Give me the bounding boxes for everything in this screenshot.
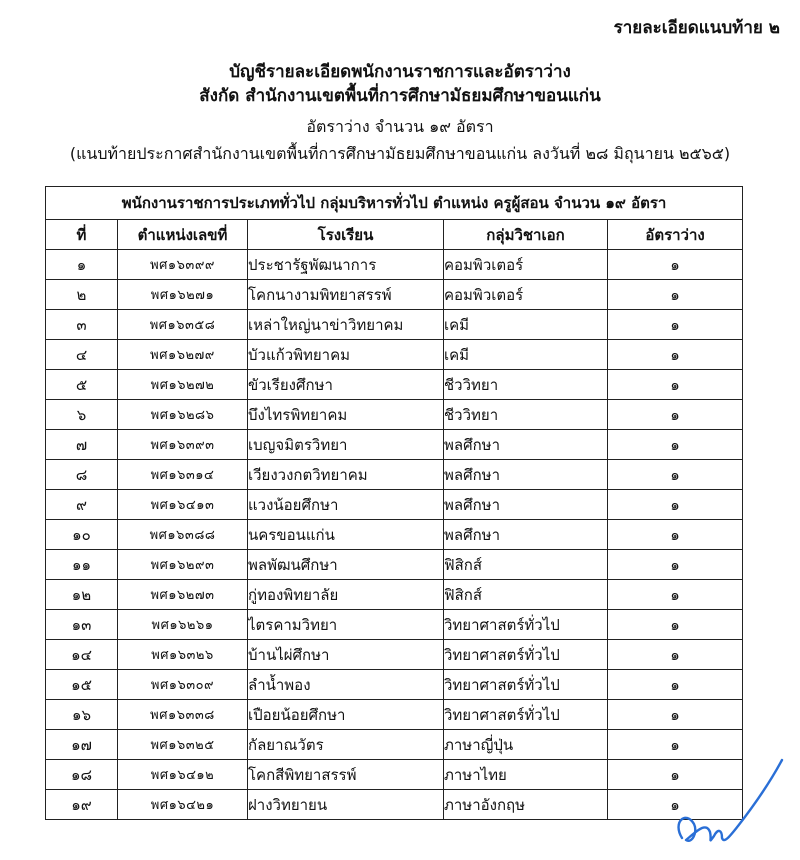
table-row — [46, 610, 743, 640]
school-name: กัลยาณวัตร — [248, 730, 444, 760]
row-number: ๗ — [46, 430, 118, 460]
position-number: พศ๑๖๒๗๒ — [118, 370, 248, 400]
subject-group: เคมี — [444, 340, 608, 370]
school-name: โคกสีพิทยาสรรพ์ — [248, 760, 444, 790]
row-number: ๖ — [46, 400, 118, 430]
position-number: พศ๑๖๒๗๑ — [118, 280, 248, 310]
table-row — [46, 700, 743, 730]
table-row — [46, 670, 743, 700]
table-row — [46, 400, 743, 430]
vacancy-total: อัตราว่าง จำนวน ๑๙ อัตรา — [306, 117, 494, 136]
table-row — [46, 760, 743, 790]
school-name: ไตรคามวิทยา — [248, 610, 444, 640]
school-name: บึงไทรพิทยาคม — [248, 400, 444, 430]
position-number: พศ๑๖๓๕๘ — [118, 310, 248, 340]
table-row — [46, 460, 743, 490]
vacancy-count: ๑ — [608, 370, 743, 400]
table-row — [46, 790, 743, 820]
vacancy-count: ๑ — [608, 280, 743, 310]
document-header — [0, 60, 800, 166]
row-number: ๙ — [46, 490, 118, 520]
position-number: พศ๑๖๒๖๑ — [118, 610, 248, 640]
subject-group: ชีววิทยา — [444, 370, 608, 400]
table-row — [46, 250, 743, 280]
row-number: ๕ — [46, 370, 118, 400]
subject-group: วิทยาศาสตร์ทั่วไป — [444, 670, 608, 700]
position-number: พศ๑๖๔๑๒ — [118, 760, 248, 790]
school-name: บ้านไผ่ศึกษา — [248, 640, 444, 670]
row-number: ๑๐ — [46, 520, 118, 550]
position-number: พศ๑๖๒๙๓ — [118, 550, 248, 580]
position-number: พศ๑๖๓๒๕ — [118, 730, 248, 760]
subject-group: ภาษาไทย — [444, 760, 608, 790]
subject-group: คอมพิวเตอร์ — [444, 250, 608, 280]
subject-group: พลศึกษา — [444, 430, 608, 460]
table-caption: พนักงานราชการประเภททั่วไป กลุ่มบริหารทั่วไป ตำแหน่ง ครูผู้สอน จำนวน ๑๙ อัตรา — [46, 187, 743, 220]
vacancy-count: ๑ — [608, 760, 743, 790]
position-number: พศ๑๖๒๗๓ — [118, 580, 248, 610]
school-name: เบญจมิตรวิทยา — [248, 430, 444, 460]
position-number: พศ๑๖๔๒๑ — [118, 790, 248, 820]
vacancy-count: ๑ — [608, 580, 743, 610]
attachment-reference: รายละเอียดแนบท้าย ๒ — [613, 18, 780, 38]
school-name: เปือยน้อยศึกษา — [248, 700, 444, 730]
subject-group: คอมพิวเตอร์ — [444, 280, 608, 310]
vacancy-count: ๑ — [608, 490, 743, 520]
table-row — [46, 310, 743, 340]
school-name: แวงน้อยศึกษา — [248, 490, 444, 520]
position-number: พศ๑๖๓๘๘ — [118, 520, 248, 550]
school-name: ลำน้ำพอง — [248, 670, 444, 700]
school-name: พลพัฒนศึกษา — [248, 550, 444, 580]
vacancy-count: ๑ — [608, 790, 743, 820]
table-row — [46, 280, 743, 310]
row-number: ๑๒ — [46, 580, 118, 610]
table-header-row — [46, 220, 743, 250]
subject-group: เคมี — [444, 310, 608, 340]
signature-mark — [668, 752, 788, 852]
school-name: เวียงวงกตวิทยาคม — [248, 460, 444, 490]
annex-note: (แนบท้ายประกาศสำนักงานเขตพื้นที่การศึกษามัธยมศึกษาขอนแก่น ลงวันที่ ๒๘ มิถุนายน ๒๕๖๕) — [69, 144, 731, 163]
school-name: ประชารัฐพัฒนาการ — [248, 250, 444, 280]
row-number: ๑๗ — [46, 730, 118, 760]
vacancy-count: ๑ — [608, 340, 743, 370]
position-number: พศ๑๖๓๙๙ — [118, 250, 248, 280]
school-name: กู่ทองพิทยาลัย — [248, 580, 444, 610]
subject-group: วิทยาศาสตร์ทั่วไป — [444, 700, 608, 730]
table-row — [46, 730, 743, 760]
position-number: พศ๑๖๓๒๖ — [118, 640, 248, 670]
table-row — [46, 430, 743, 460]
school-name: เหล่าใหญ่นาข่าวิทยาคม — [248, 310, 444, 340]
vacancy-count: ๑ — [608, 250, 743, 280]
row-number: ๔ — [46, 340, 118, 370]
position-number: พศ๑๖๓๙๓ — [118, 430, 248, 460]
row-number: ๑ — [46, 250, 118, 280]
vacancy-count: ๑ — [608, 520, 743, 550]
vacancy-count: ๑ — [608, 550, 743, 580]
column-header: ที่ — [46, 220, 118, 250]
column-header: อัตราว่าง — [608, 220, 743, 250]
school-name: บัวแก้วพิทยาคม — [248, 340, 444, 370]
subject-group: วิทยาศาสตร์ทั่วไป — [444, 610, 608, 640]
vacancy-table — [45, 186, 743, 820]
office-name: สังกัด สำนักงานเขตพื้นที่การศึกษามัธยมศึกษาขอนแก่น — [199, 86, 601, 106]
vacancy-count: ๑ — [608, 460, 743, 490]
row-number: ๑๔ — [46, 640, 118, 670]
table-row — [46, 490, 743, 520]
vacancy-count: ๑ — [608, 310, 743, 340]
position-number: พศ๑๖๔๑๓ — [118, 490, 248, 520]
position-number: พศ๑๖๓๓๘ — [118, 700, 248, 730]
column-header: โรงเรียน — [248, 220, 444, 250]
document-title: บัญชีรายละเอียดพนักงานราชการและอัตราว่าง — [229, 62, 571, 82]
vacancy-count: ๑ — [608, 730, 743, 760]
vacancy-count: ๑ — [608, 430, 743, 460]
vacancy-count: ๑ — [608, 610, 743, 640]
row-number: ๓ — [46, 310, 118, 340]
column-header: ตำแหน่งเลขที่ — [118, 220, 248, 250]
vacancy-count: ๑ — [608, 640, 743, 670]
vacancy-count: ๑ — [608, 670, 743, 700]
subject-group: ฟิสิกส์ — [444, 580, 608, 610]
row-number: ๑๖ — [46, 700, 118, 730]
school-name: นครขอนแก่น — [248, 520, 444, 550]
position-number: พศ๑๖๒๗๙ — [118, 340, 248, 370]
subject-group: ฟิสิกส์ — [444, 550, 608, 580]
subject-group: วิทยาศาสตร์ทั่วไป — [444, 640, 608, 670]
subject-group: พลศึกษา — [444, 460, 608, 490]
subject-group: พลศึกษา — [444, 490, 608, 520]
row-number: ๑๕ — [46, 670, 118, 700]
position-number: พศ๑๖๓๐๙ — [118, 670, 248, 700]
row-number: ๑๓ — [46, 610, 118, 640]
table-row — [46, 370, 743, 400]
table-row — [46, 640, 743, 670]
subject-group: ภาษาอังกฤษ — [444, 790, 608, 820]
column-header: กลุ่มวิชาเอก — [444, 220, 608, 250]
row-number: ๑๘ — [46, 760, 118, 790]
table-row — [46, 520, 743, 550]
row-number: ๘ — [46, 460, 118, 490]
subject-group: ภาษาญี่ปุ่น — [444, 730, 608, 760]
table-row — [46, 340, 743, 370]
position-number: พศ๑๖๓๑๔ — [118, 460, 248, 490]
row-number: ๒ — [46, 280, 118, 310]
row-number: ๑๙ — [46, 790, 118, 820]
vacancy-count: ๑ — [608, 400, 743, 430]
school-name: ขัวเรียงศึกษา — [248, 370, 444, 400]
vacancy-count: ๑ — [608, 700, 743, 730]
subject-group: พลศึกษา — [444, 520, 608, 550]
school-name: ฝางวิทยายน — [248, 790, 444, 820]
row-number: ๑๑ — [46, 550, 118, 580]
position-number: พศ๑๖๒๘๖ — [118, 400, 248, 430]
school-name: โคกนางามพิทยาสรรพ์ — [248, 280, 444, 310]
table-row — [46, 580, 743, 610]
table-row — [46, 550, 743, 580]
subject-group: ชีววิทยา — [444, 400, 608, 430]
